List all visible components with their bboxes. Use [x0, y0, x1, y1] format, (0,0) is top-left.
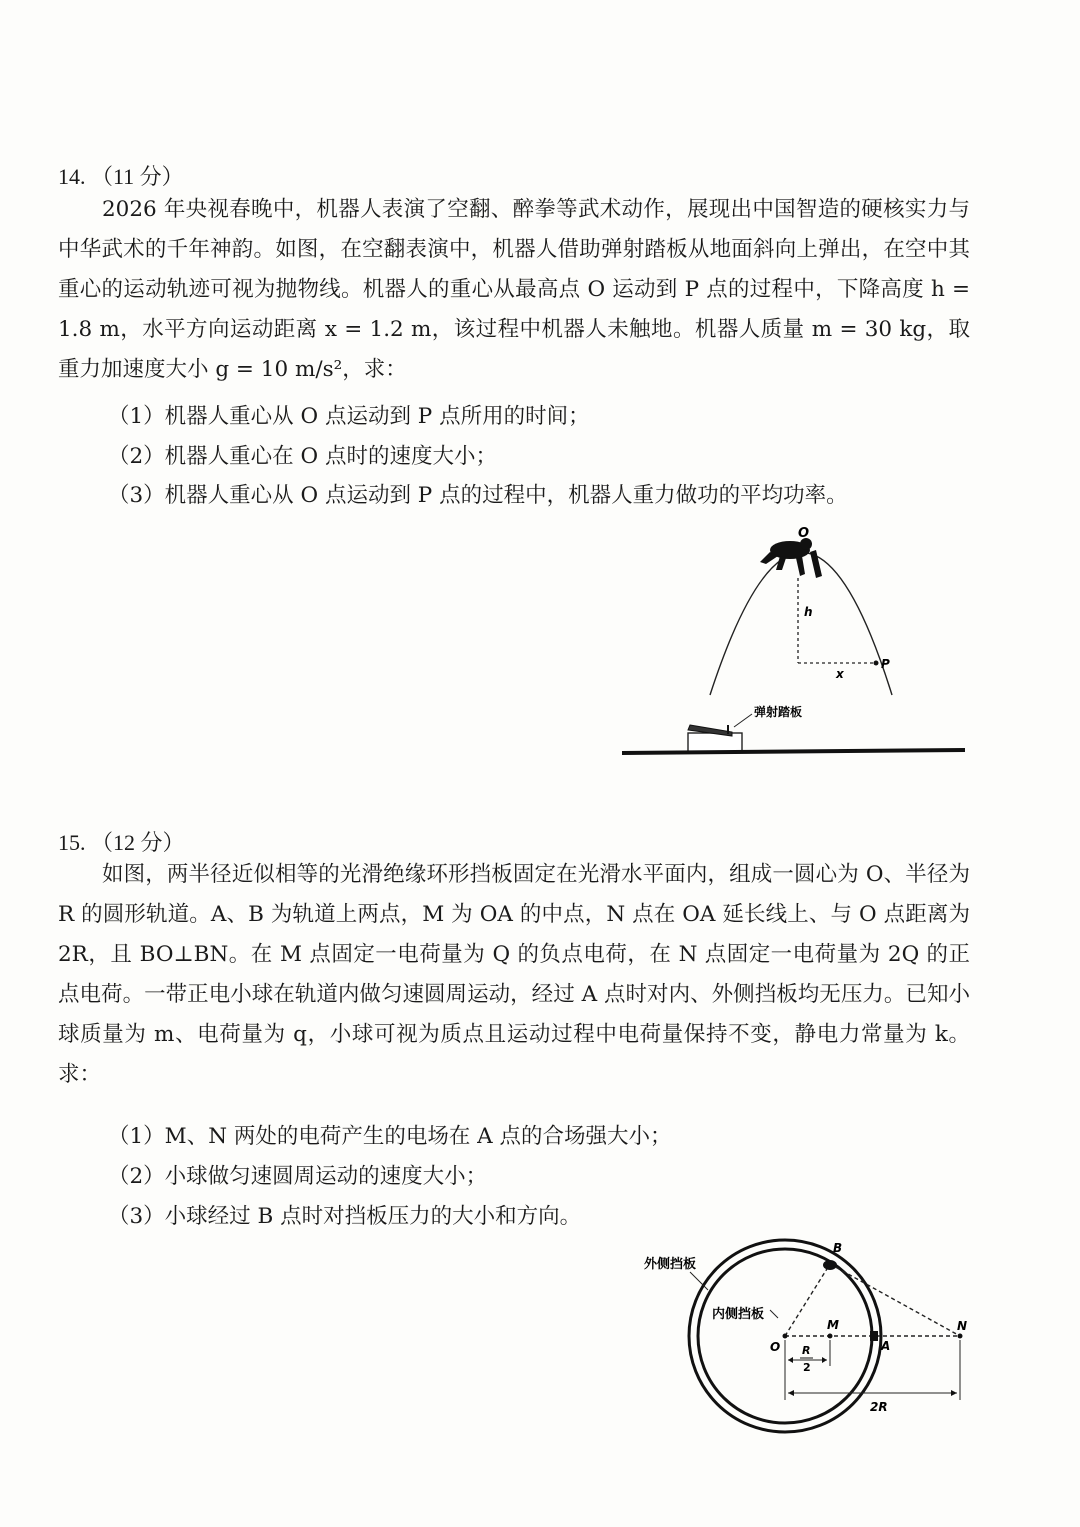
- question-3: （3）小球经过 B 点时对挡板压力的大小和方向。: [108, 1204, 582, 1229]
- point-A: [870, 1331, 878, 1341]
- label-P: P: [881, 657, 890, 671]
- problem-stem: 2026 年央视春晚中，机器人表演了空翻、醉拳等武术动作，展现出中国智造的硬核实力与中华武术的千年神韵。如图，在空翻表演中，机器人借助弹射踏板从地面斜向上弹出，在空中其重心的运动轨迹可视为抛物线。机器人的重心从最高点 O 运动到 P 点的过程中，下降高度 h = 1.8 m，水平方向运动距离 x = 1.2 m，该过程中机器人未触地。机器人质量 m = 30 kg，取重力加速度大小 g = 10 m/s²，求：: [58, 197, 970, 382]
- circular-track-figure: [630, 1238, 980, 1448]
- label-A: A: [881, 1339, 891, 1353]
- question-1: （1）M、N 两处的电荷产生的电场在 A 点的合场强大小；: [108, 1124, 672, 1149]
- label-N: N: [957, 1319, 968, 1333]
- trajectory-figure: [610, 520, 980, 765]
- label-x: x: [836, 667, 844, 681]
- robot-icon: [760, 538, 822, 578]
- point-N: [958, 1334, 963, 1339]
- label-B: B: [833, 1241, 843, 1255]
- ground: [622, 750, 965, 753]
- point-M: [828, 1334, 833, 1339]
- board-base: [688, 733, 742, 752]
- question-3: （3）机器人重心从 O 点运动到 P 点的过程中，机器人重力做功的平均功率。: [108, 483, 848, 508]
- label-2: 2: [803, 1361, 811, 1374]
- label-outer: 外侧挡板: [644, 1257, 697, 1272]
- ball-B: [823, 1260, 837, 1270]
- label-O: O: [770, 1340, 781, 1354]
- problem-number: 14. （11 分）: [58, 164, 184, 189]
- question-2: （2）机器人重心在 O 点时的速度大小；: [108, 444, 497, 469]
- problem-number: 15. （12 分）: [58, 830, 185, 855]
- point-P: [874, 661, 879, 666]
- board-leader: [734, 714, 752, 727]
- question-2: （2）小球做匀速圆周运动的速度大小；: [108, 1164, 488, 1189]
- line-OB: [785, 1264, 830, 1336]
- inner-leader: [770, 1310, 778, 1318]
- label-M: M: [827, 1318, 839, 1332]
- label-h: h: [804, 605, 813, 619]
- label-O: O: [798, 526, 810, 541]
- label-2R: 2R: [870, 1400, 888, 1414]
- question-1: （1）机器人重心从 O 点运动到 P 点所用的时间；: [108, 404, 590, 429]
- line-BN: [830, 1264, 960, 1336]
- label-R: R: [802, 1344, 811, 1357]
- point-O: [783, 1334, 788, 1339]
- label-inner: 内侧挡板: [712, 1307, 765, 1322]
- label-board: 弹射踏板: [754, 705, 803, 719]
- problem-stem: 如图，两半径近似相等的光滑绝缘环形挡板固定在光滑水平面内，组成一圆心为 O、半径为 R 的圆形轨道。A、B 为轨道上两点，M 为 OA 的中点，N 点在 OA 延长线上、与 O 点距离为 2R，且 BO⊥BN。在 M 点固定一电荷量为 Q 的负点电荷，在 N 点固定一电荷量为 2Q 的正点电荷。一带正电小球在轨道内做匀速圆周运动，经过 A 点时对内、外侧挡板均无压力。已知小球质量为 m、电荷量为 q，小球可视为质点且运动过程中电荷量保持不变，静电力常量为 k。求：: [58, 862, 970, 1087]
